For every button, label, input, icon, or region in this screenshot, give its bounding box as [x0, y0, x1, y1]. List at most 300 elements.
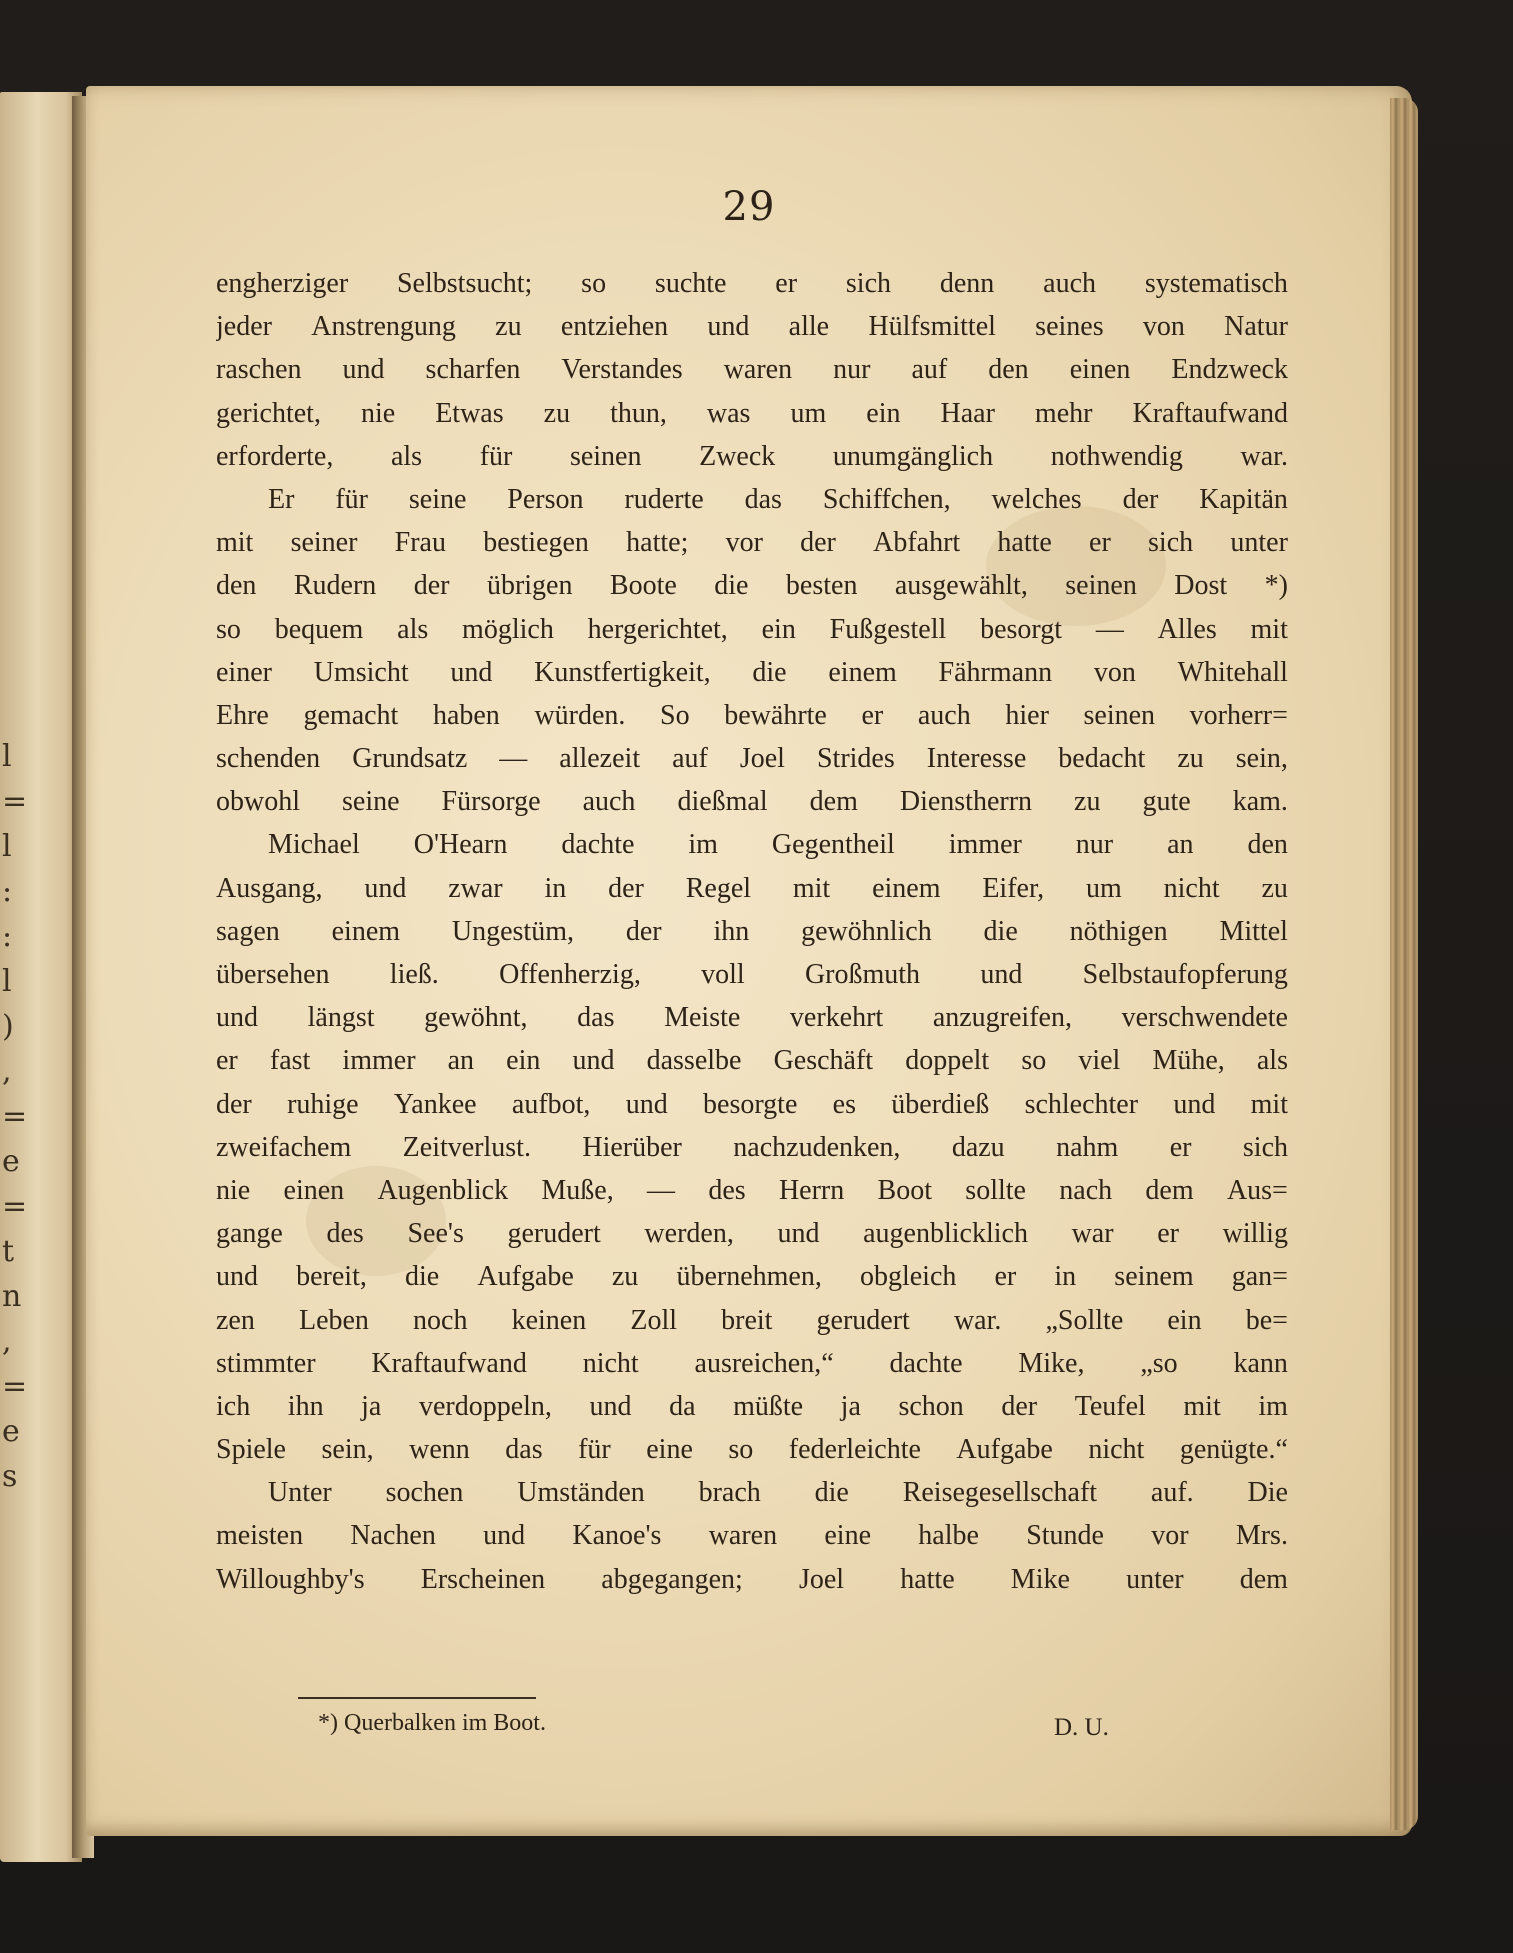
- word: er: [1169, 1131, 1192, 1163]
- word: Zeitverlust.: [402, 1131, 531, 1163]
- word: Natur: [1224, 311, 1288, 343]
- word: Frau: [394, 527, 446, 559]
- word: er: [861, 699, 884, 731]
- word: bereit,: [296, 1261, 367, 1293]
- word: zu: [543, 397, 571, 429]
- word: eine: [646, 1434, 693, 1466]
- word: von: [1142, 311, 1185, 343]
- word: ruhige: [287, 1088, 359, 1120]
- word: Strides: [816, 743, 895, 775]
- word: übernehmen,: [676, 1261, 822, 1293]
- text-line: [216, 1428, 1288, 1471]
- word: den: [988, 354, 1029, 386]
- word: den: [216, 570, 257, 602]
- word: was: [706, 397, 751, 429]
- word: die: [405, 1261, 440, 1293]
- word: Boote: [609, 570, 677, 602]
- word: ausgewählt,: [894, 570, 1028, 602]
- word: Dienstherrn: [899, 786, 1033, 818]
- word: nicht: [1088, 1434, 1145, 1466]
- word: genügte.“: [1179, 1434, 1288, 1466]
- word: sich: [1148, 527, 1194, 559]
- word: er: [1089, 527, 1111, 559]
- word: bequem: [274, 613, 364, 645]
- word: welches: [991, 483, 1082, 515]
- word: Whitehall: [1177, 656, 1288, 688]
- margin-char: n: [2, 1279, 22, 1314]
- word: ausreichen,“: [694, 1347, 834, 1379]
- word: mit: [792, 872, 831, 904]
- word: so: [728, 1434, 754, 1466]
- margin-char: :: [2, 919, 13, 954]
- word: es: [832, 1088, 856, 1120]
- text-line: [216, 1083, 1288, 1126]
- word: auch: [1043, 268, 1096, 299]
- word: nur: [1075, 829, 1114, 861]
- word: übersehen: [216, 959, 330, 990]
- word: bedacht: [1058, 743, 1146, 775]
- word: nahm: [1056, 1131, 1119, 1163]
- word: würden.: [534, 699, 626, 731]
- word: alle: [788, 311, 830, 343]
- word: Verstandes: [561, 354, 683, 386]
- word: Mühe,: [1152, 1045, 1225, 1077]
- word: werden,: [644, 1218, 734, 1250]
- word: eine: [824, 1520, 872, 1552]
- word: gan=: [1231, 1261, 1288, 1293]
- margin-char: l: [2, 739, 12, 774]
- word: Dost: [1174, 570, 1228, 602]
- word: Unter: [268, 1477, 332, 1509]
- word: Offenherzig,: [499, 959, 641, 990]
- footnote-rule: [298, 1697, 536, 1699]
- word: unumgänglich: [832, 440, 994, 472]
- word: der: [608, 872, 644, 904]
- word: des: [708, 1174, 746, 1206]
- text-line: [216, 1385, 1288, 1428]
- word: ein: [1167, 1304, 1202, 1336]
- word: mit: [1183, 1390, 1221, 1422]
- text-line: [216, 608, 1288, 651]
- word: und: [1173, 1088, 1216, 1120]
- text-line: [216, 737, 1288, 780]
- word: aufbot,: [511, 1088, 591, 1120]
- word: vor: [1151, 1520, 1189, 1552]
- word: nachzudenken,: [733, 1131, 901, 1163]
- text-line: [216, 694, 1288, 737]
- word: auf: [672, 743, 708, 775]
- word: Zweck: [699, 440, 776, 472]
- text-line: [216, 1039, 1288, 1082]
- word: Kunstfertigkeit,: [534, 656, 711, 688]
- word: hergerichtet,: [587, 613, 728, 645]
- word: Umsicht: [313, 656, 409, 688]
- word: seines: [1035, 311, 1104, 343]
- word: und: [980, 959, 1023, 990]
- text-line: [216, 996, 1288, 1039]
- word: sagen: [216, 915, 280, 947]
- word: das: [505, 1434, 543, 1466]
- word: bewährte: [724, 699, 827, 731]
- word: Kanoe's: [572, 1520, 662, 1552]
- word: nach: [1059, 1174, 1113, 1206]
- word: mit: [216, 527, 254, 559]
- word: seine: [342, 786, 400, 818]
- word: auch: [582, 786, 636, 818]
- word: gange: [216, 1218, 283, 1250]
- word: war.: [953, 1304, 1002, 1336]
- word: Meiste: [664, 1002, 741, 1034]
- word: seine: [408, 483, 467, 515]
- word: verdoppeln,: [418, 1390, 552, 1422]
- word: engherziger: [216, 268, 349, 299]
- word: dem: [809, 786, 858, 818]
- word: und: [342, 354, 385, 386]
- word: Michael: [268, 829, 360, 861]
- word: Interesse: [926, 743, 1027, 775]
- word: „so: [1140, 1347, 1178, 1379]
- margin-char: l: [2, 964, 12, 999]
- word: Anstrengung: [311, 311, 456, 343]
- word: Ausgang,: [216, 872, 323, 904]
- word: raschen: [216, 354, 302, 386]
- word: Geschäft: [773, 1045, 874, 1077]
- text-line: [216, 1558, 1288, 1601]
- word: kann: [1233, 1347, 1288, 1379]
- word: übrigen: [486, 570, 573, 602]
- margin-char: =: [2, 1369, 28, 1404]
- text-line: [216, 910, 1288, 953]
- word: Fürsorge: [441, 786, 541, 818]
- word: mehr: [1034, 397, 1093, 429]
- word: kam.: [1232, 786, 1288, 818]
- margin-char: =: [2, 1189, 28, 1224]
- text-line: [216, 823, 1288, 866]
- word: ja: [840, 1390, 861, 1422]
- word: haben: [432, 699, 500, 731]
- word: Herrn: [778, 1174, 845, 1206]
- word: thun,: [610, 397, 667, 429]
- word: Ungestüm,: [451, 915, 574, 947]
- word: Eifer,: [982, 872, 1045, 904]
- word: Umständen: [517, 1477, 645, 1509]
- text-line: [216, 305, 1288, 348]
- word: Kapitän: [1199, 483, 1288, 515]
- word: —: [1095, 613, 1124, 645]
- word: der: [625, 915, 662, 947]
- word: stimmter: [216, 1347, 316, 1379]
- word: der: [1001, 1390, 1038, 1422]
- word: nie: [216, 1174, 251, 1206]
- word: an: [1167, 829, 1194, 861]
- word: war.: [1240, 440, 1288, 472]
- margin-char: ): [2, 1009, 14, 1044]
- word: Endzweck: [1171, 354, 1288, 386]
- word: und: [450, 656, 493, 688]
- word: einen: [1069, 354, 1131, 386]
- word: für: [335, 483, 368, 515]
- word: gute: [1142, 786, 1191, 818]
- word: dachte: [889, 1347, 963, 1379]
- text-line: [216, 780, 1288, 823]
- word: Yankee: [393, 1088, 477, 1120]
- word: noch: [413, 1304, 468, 1336]
- text-line: [216, 1255, 1288, 1298]
- word: nothwendig: [1050, 440, 1183, 472]
- word: da: [669, 1390, 696, 1422]
- word: Grundsatz: [352, 743, 468, 775]
- word: mit: [1250, 613, 1288, 645]
- word: und: [777, 1218, 820, 1250]
- word: Teufel: [1074, 1390, 1146, 1422]
- word: überdieß: [891, 1088, 990, 1120]
- word: wenn: [409, 1434, 470, 1466]
- word: keinen: [511, 1304, 587, 1336]
- word: Spiele: [216, 1434, 286, 1466]
- word: Kraftaufwand: [371, 1347, 527, 1379]
- word: Erscheinen: [420, 1563, 546, 1595]
- word: Willoughby's: [216, 1563, 365, 1595]
- word: anzugreifen,: [932, 1002, 1072, 1034]
- word: der: [1122, 483, 1159, 515]
- text-line: [216, 435, 1288, 478]
- word: besorgte: [703, 1088, 798, 1120]
- word: schon: [898, 1390, 964, 1422]
- word: nöthigen: [1069, 915, 1168, 947]
- text-line: [216, 953, 1288, 996]
- word: Muße,: [541, 1174, 614, 1206]
- word: Hierüber: [582, 1131, 682, 1163]
- word: müßte: [733, 1390, 804, 1422]
- word: um: [1086, 872, 1122, 904]
- word: Haar: [940, 397, 995, 429]
- word: ein: [506, 1045, 541, 1077]
- text-line: [216, 867, 1288, 910]
- word: Gegentheil: [771, 829, 895, 861]
- word: er: [994, 1261, 1017, 1293]
- word: so: [581, 268, 607, 299]
- word: hatte: [900, 1563, 955, 1595]
- margin-char: s: [2, 1459, 18, 1494]
- word: mit: [1250, 1088, 1288, 1120]
- word: Großmuth: [804, 959, 921, 990]
- word: zu: [1261, 872, 1288, 904]
- text-line: [216, 1126, 1288, 1169]
- margin-char: ,: [2, 1324, 12, 1359]
- text-line: [216, 1514, 1288, 1557]
- word: die: [714, 570, 749, 602]
- footnote-text: *) Querbalken im Boot.: [318, 1710, 546, 1736]
- word: die: [814, 1477, 849, 1509]
- margin-char: t: [2, 1234, 15, 1269]
- text-line: [216, 1471, 1288, 1514]
- word: abgegangen;: [601, 1563, 743, 1595]
- word: zu: [1177, 743, 1204, 775]
- word: verschwendete: [1121, 1002, 1288, 1034]
- word: erforderte,: [216, 440, 334, 472]
- word: in: [544, 872, 567, 904]
- word: der: [413, 570, 450, 602]
- word: verkehrt: [789, 1002, 884, 1034]
- word: seinem: [1114, 1261, 1194, 1293]
- word: Rudern: [293, 570, 377, 602]
- word: gerichtet,: [216, 397, 321, 429]
- word: Mrs.: [1235, 1520, 1288, 1552]
- word: Regel: [685, 872, 752, 904]
- word: zu: [495, 311, 522, 343]
- text-line: [216, 1212, 1288, 1255]
- word: Person: [507, 483, 584, 515]
- word: er: [1157, 1218, 1179, 1250]
- word: und: [625, 1088, 668, 1120]
- word: im: [1258, 1390, 1288, 1422]
- text-line: [216, 478, 1288, 521]
- word: Mike,: [1018, 1347, 1085, 1379]
- word: unter: [1230, 527, 1288, 559]
- word: ja: [361, 1390, 382, 1422]
- word: sochen: [385, 1477, 464, 1509]
- word: Aufgabe: [956, 1434, 1053, 1466]
- word: denn: [939, 268, 995, 299]
- margin-char: =: [2, 784, 28, 819]
- word: seiner: [290, 527, 358, 559]
- word: Fußgestell: [829, 613, 947, 645]
- word: seinen: [569, 440, 642, 472]
- word: Kraftaufwand: [1132, 397, 1288, 429]
- margin-char: ,: [2, 1054, 12, 1089]
- word: einem: [828, 656, 897, 688]
- word: gerudert: [507, 1218, 601, 1250]
- word: er: [216, 1045, 238, 1077]
- word: *): [1264, 570, 1288, 602]
- word: der: [216, 1088, 252, 1120]
- word: für: [578, 1434, 611, 1466]
- word: in: [1054, 1261, 1077, 1293]
- word: war: [1071, 1218, 1114, 1250]
- word: breit: [721, 1304, 773, 1336]
- word: schlechter: [1024, 1088, 1139, 1120]
- word: sollte: [965, 1174, 1026, 1206]
- left-facing-page: [0, 92, 82, 1862]
- word: vor: [725, 527, 763, 559]
- text-line: [216, 564, 1288, 607]
- word: waren: [723, 354, 793, 386]
- word: im: [688, 829, 718, 861]
- word: nie: [360, 397, 396, 429]
- word: Ehre: [216, 699, 269, 731]
- margin-char: l: [2, 829, 12, 864]
- word: einer: [216, 656, 272, 688]
- word: dazu: [951, 1131, 1005, 1163]
- word: sein,: [321, 1434, 374, 1466]
- word: und: [589, 1390, 632, 1422]
- word: waren: [708, 1520, 778, 1552]
- word: Boot: [877, 1174, 932, 1206]
- word: als: [390, 440, 423, 472]
- margin-char: e: [2, 1144, 20, 1179]
- text-line: [216, 262, 1288, 305]
- word: das: [744, 483, 782, 515]
- word: den: [1247, 829, 1288, 861]
- word: Alles: [1157, 613, 1217, 645]
- word: So: [660, 699, 690, 731]
- margin-char: e: [2, 1414, 20, 1449]
- word: scharfen: [425, 354, 521, 386]
- word: Fährmann: [938, 656, 1053, 688]
- word: ihn: [287, 1390, 324, 1422]
- word: zwar: [448, 872, 503, 904]
- word: und: [572, 1045, 615, 1077]
- word: Selbstaufopferung: [1082, 959, 1288, 990]
- word: sich: [1242, 1131, 1288, 1163]
- word: für: [479, 440, 513, 472]
- word: um: [790, 397, 827, 429]
- word: das: [577, 1002, 615, 1034]
- word: gewöhnlich: [801, 915, 932, 947]
- text-line: [216, 1169, 1288, 1212]
- word: sich: [845, 268, 892, 299]
- word: und: [216, 1002, 258, 1034]
- word: möglich: [462, 613, 554, 645]
- text-line: [216, 392, 1288, 435]
- word: auf: [911, 354, 948, 386]
- word: dasselbe: [646, 1045, 742, 1077]
- word: Etwas: [435, 397, 504, 429]
- word: nur: [833, 354, 871, 386]
- word: und: [707, 311, 750, 343]
- margin-char: :: [2, 874, 13, 909]
- word: dachte: [561, 829, 635, 861]
- word: so: [216, 613, 241, 645]
- word: —: [647, 1174, 676, 1206]
- word: obwohl: [216, 786, 300, 818]
- word: immer: [948, 829, 1022, 861]
- text-line: [216, 521, 1288, 564]
- word: seinen: [1083, 699, 1156, 731]
- word: gewöhnt,: [424, 1002, 528, 1034]
- word: Stunde: [1026, 1520, 1104, 1552]
- word: ihn: [713, 915, 750, 947]
- word: Zoll: [630, 1304, 678, 1336]
- word: hatte: [997, 527, 1052, 559]
- word: und: [364, 872, 407, 904]
- word: des: [326, 1218, 364, 1250]
- word: Mittel: [1219, 915, 1288, 947]
- word: nicht: [1163, 872, 1220, 904]
- word: ich: [216, 1390, 251, 1422]
- word: seinen: [1065, 570, 1137, 602]
- word: Abfahrt: [873, 527, 961, 559]
- word: willig: [1222, 1218, 1288, 1250]
- word: schenden: [216, 743, 321, 775]
- right-page: [86, 86, 1412, 1836]
- word: suchte: [654, 268, 727, 299]
- word: Aufgabe: [477, 1261, 574, 1293]
- word: ruderte: [624, 483, 704, 515]
- word: bestiegen: [483, 527, 589, 559]
- word: längst: [307, 1002, 375, 1034]
- word: See's: [407, 1218, 464, 1250]
- word: vorherr=: [1189, 699, 1288, 731]
- word: immer: [342, 1045, 416, 1077]
- word: an: [447, 1045, 475, 1077]
- word: dem: [1239, 1563, 1288, 1595]
- word: ein: [761, 613, 796, 645]
- text-line: [216, 1342, 1288, 1385]
- word: entziehen: [560, 311, 669, 343]
- word: ein: [866, 397, 901, 429]
- word: ließ.: [389, 959, 439, 990]
